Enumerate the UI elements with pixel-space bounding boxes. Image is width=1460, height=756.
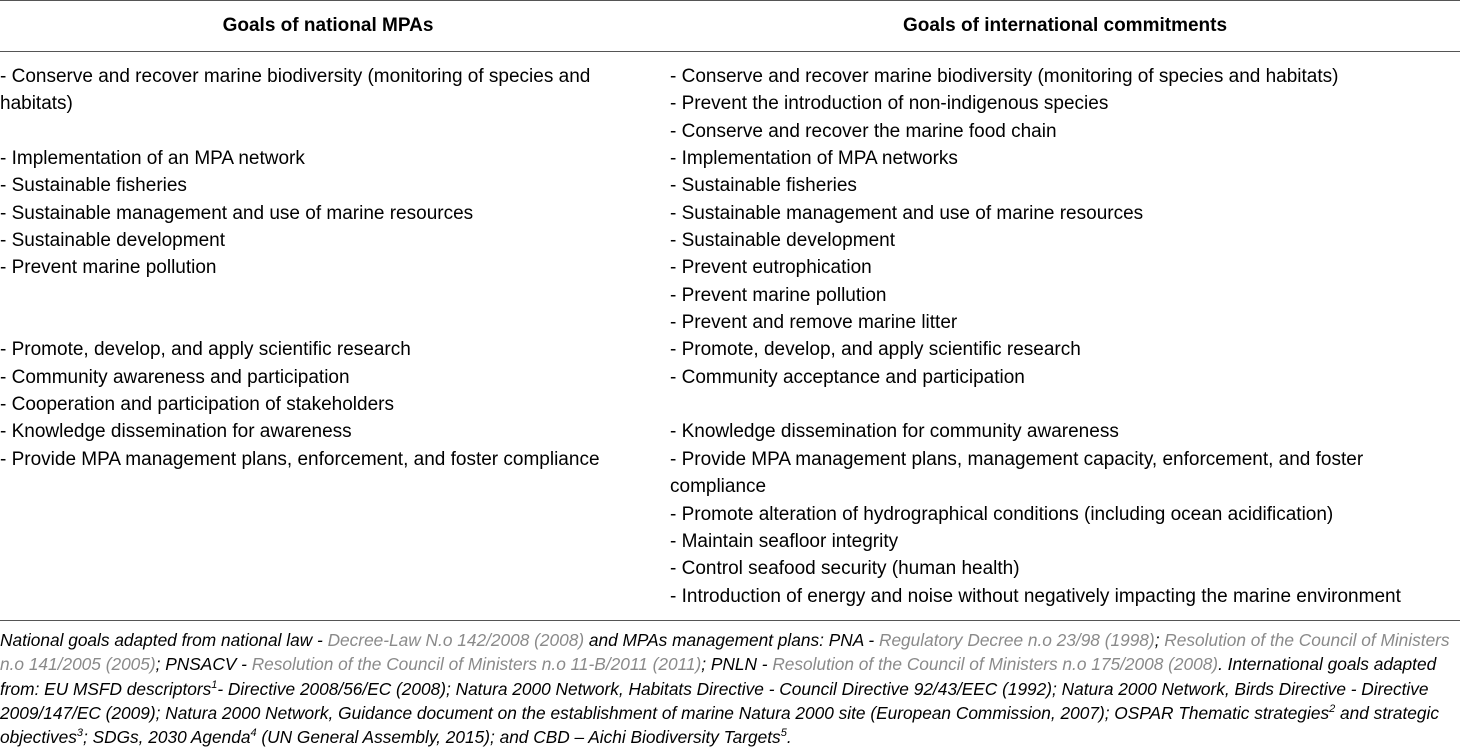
header-rule [0, 51, 1460, 52]
international-goal-item: - Sustainable management and use of marine resources [670, 202, 1144, 224]
international-goal-item: - Maintain seafloor integrity [670, 530, 899, 552]
international-goal-item: - Prevent the introduction of non-indigenous species [670, 93, 1109, 115]
footnote-text: and MPAs management plans: PNA - [584, 630, 879, 650]
national-goal-item: - Cooperation and participation of stakeholders [0, 394, 394, 416]
international-goal-item: - Promote alteration of hydrographical conditions (including ocean acidification) [670, 503, 1334, 525]
international-goal-item: - Conserve and recover marine biodiversity (monitoring of species and habitats) [670, 66, 1339, 87]
table-bottom-rule [0, 620, 1460, 621]
national-goal-item: - Promote, develop, and apply scientific research [0, 339, 411, 361]
footnote-reference-link[interactable]: Decree-Law N.o 142/2008 (2008) [327, 630, 585, 650]
footnote-reference-link[interactable]: Resolution of the Council of Ministers n.o 11-B/2011 (2011) [251, 654, 702, 675]
row-spacer [0, 309, 656, 336]
international-goal-item: - Knowledge dissemination for community awareness [670, 421, 1119, 443]
national-goal-item: - Community awareness and participation [0, 366, 350, 388]
header-national-goals: Goals of national MPAs [222, 15, 434, 36]
international-goal-item: - Introduction of energy and noise without negatively impacting the marine environment [670, 585, 1401, 607]
table-top-rule [0, 0, 1460, 1]
footnote-text: ; SDGs, 2030 Agenda [82, 727, 251, 748]
table-footnote [0, 628, 1458, 749]
international-goal-item: - Community acceptance and participation [670, 366, 1025, 388]
national-goal-item: - Prevent marine pollution [0, 257, 217, 279]
footnote-superscript: 2 [1329, 703, 1336, 716]
footnote-reference-link[interactable]: Resolution of the Council of Ministers n.o 175/2008 (2008) [772, 654, 1219, 675]
footnote-superscript: 5 [780, 727, 787, 740]
footnote-text: (UN General Assembly, 2015); and CBD – Aichi Biodiversity Targets [256, 727, 781, 748]
international-goal-item: - Implementation of MPA networks [670, 148, 958, 170]
international-goal-item: - Control seafood security (human health) [670, 558, 1020, 580]
national-goal-item: - Sustainable fisheries [0, 175, 187, 197]
footnote-text: ; PNSACV - [155, 654, 252, 675]
international-goal-item: - Prevent marine pollution [670, 284, 887, 306]
row-spacer [0, 282, 656, 309]
international-goal-item: - Sustainable fisheries [670, 175, 857, 197]
national-goal-item: - Conserve and recover marine biodiversity (monitoring of species and habitats) [0, 66, 591, 115]
international-goal-item: - Promote, develop, and apply scientific research [670, 339, 1081, 361]
row-spacer [670, 391, 1458, 418]
footnote-text: ; PNLN - [701, 654, 773, 675]
international-goal-item: - Prevent eutrophication [670, 257, 872, 279]
national-goal-item: - Knowledge dissemination for awareness [0, 421, 352, 443]
international-goal-item: - Conserve and recover the marine food chain [670, 120, 1057, 142]
international-goal-item: - Provide MPA management plans, management capacity, enforcement, and foster compliance [670, 448, 1364, 498]
footnote-text: and strategic objectives [0, 702, 1439, 748]
footnote-reference-link[interactable]: Resolution of the Council of Ministers n.o 141/2005 (2005) [0, 630, 1450, 675]
national-goals-column [0, 63, 656, 473]
international-goal-item: - Prevent and remove marine litter [670, 312, 958, 334]
international-goals-column [670, 63, 1458, 610]
footnote-superscript: 3 [76, 727, 83, 740]
footnote-text: - Directive 2008/56/EC (2008); Natura 2000 Network, Habitats Directive - Council Directive 92/43/EEC (1992); Natura 2000 Network, Birds Directive - Directive 2009/147/EC (2009); Natura 2000 Network, Guidance document on the establishment of marine Natura 2000 site (European Commission, 2007); OSPAR Thematic strategies [0, 678, 1429, 723]
international-goal-item: - Sustainable development [670, 230, 895, 252]
national-goal-item: - Implementation of an MPA network [0, 148, 305, 170]
footnote-text: . International goals adapted from: EU MSFD descriptors [0, 654, 1437, 699]
footnote-text: . [786, 727, 792, 748]
header-international-goals: Goals of international commitments [902, 15, 1228, 36]
footnote-superscript: 4 [250, 727, 257, 740]
national-goal-item: - Provide MPA management plans, enforcement, and foster compliance [0, 448, 600, 470]
footnote-superscript: 1 [211, 678, 218, 691]
footnote-reference-link[interactable]: Regulatory Decree n.o 23/98 (1998) [878, 630, 1155, 650]
national-goal-item: - Sustainable development [0, 230, 225, 252]
row-spacer [0, 118, 656, 145]
footnote-text: ; [1154, 630, 1165, 650]
national-goal-item: - Sustainable management and use of marine resources [0, 202, 474, 224]
footnote-text: National goals adapted from national law - [0, 630, 328, 650]
